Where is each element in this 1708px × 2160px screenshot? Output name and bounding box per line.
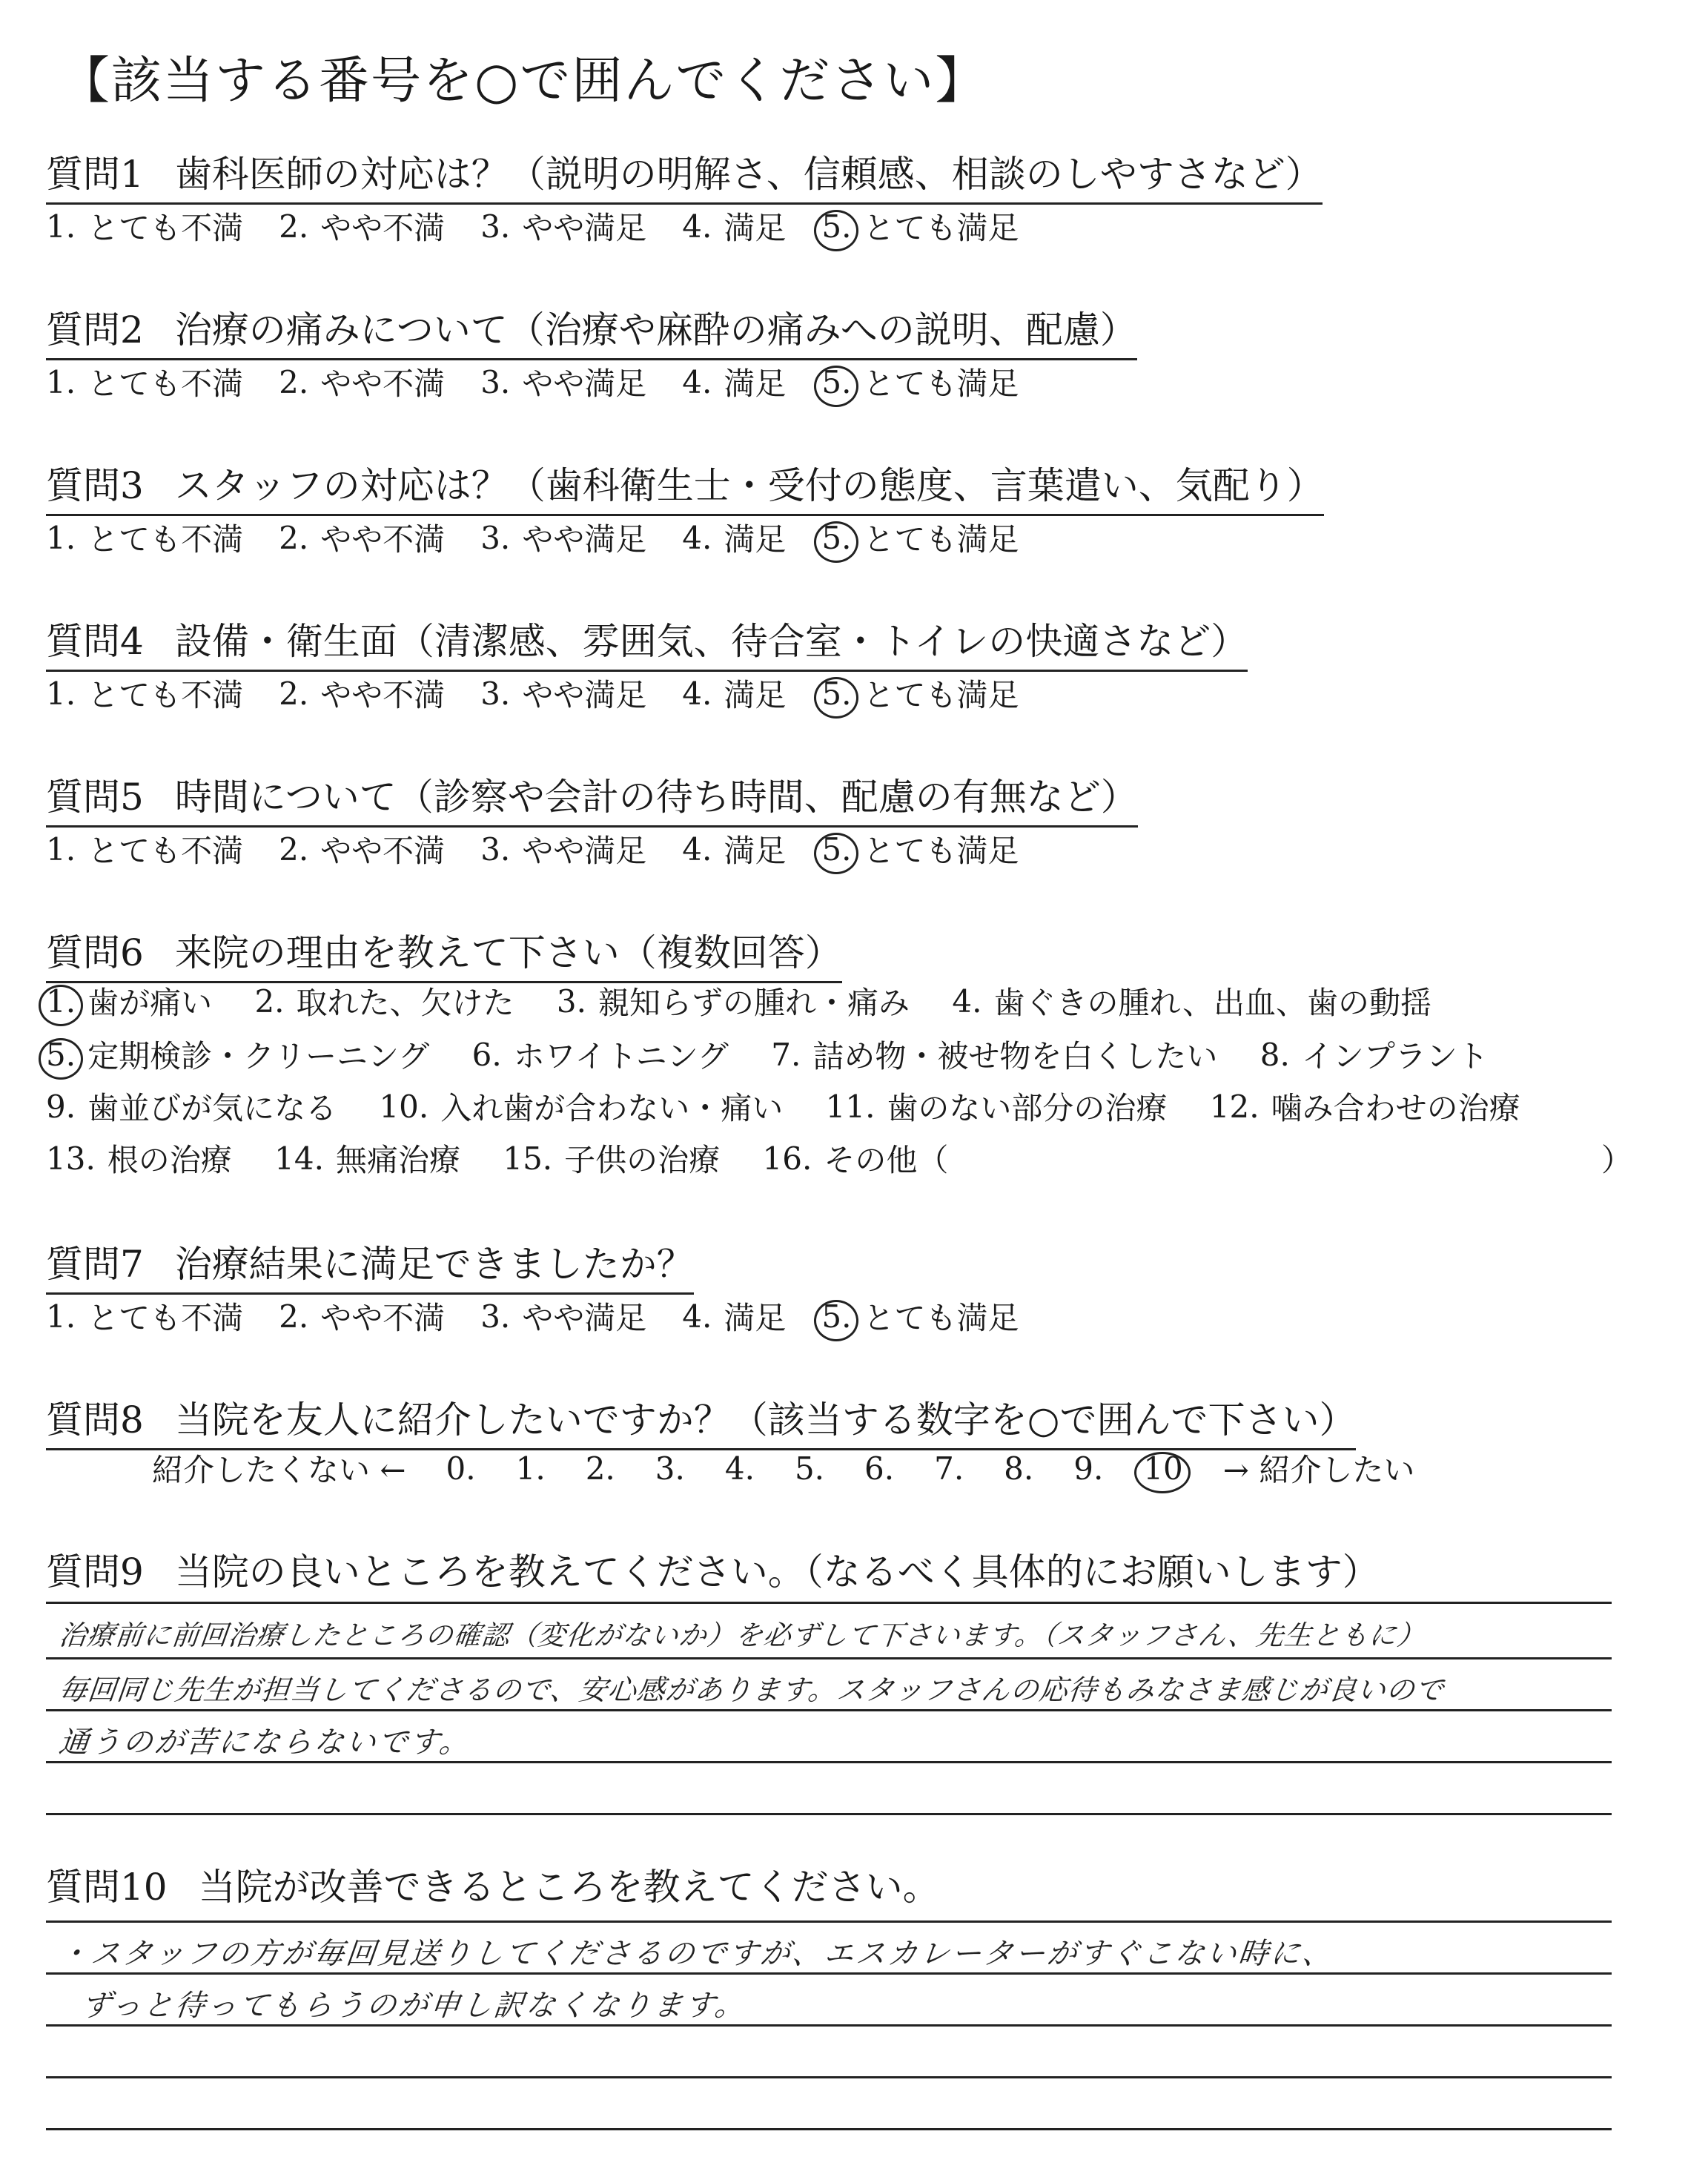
q8-left-label: 紹介したくない ← bbox=[152, 1452, 406, 1488]
question-2-title: 質問2 治療の痛みについて（治療や麻酔の痛みへの説明、配慮） bbox=[46, 300, 1137, 360]
question-4-title: 質問4 設備・衛生面（清潔感、雰囲気、待合室・トイレの快適さなど） bbox=[46, 612, 1248, 672]
question-6-row-3[interactable]: 9. 歯並びが気になる 10. 入れ歯が合わない・痛い 11. 歯のない部分の治療 12. 噛み合わせの治療 bbox=[46, 1088, 1520, 1126]
answer-line bbox=[46, 2076, 1612, 2078]
q9-answer-line-1: 治療前に前回治療したところの確認（変化がないか）を必ずして下さいます。（スタッフさん、先生ともに） bbox=[57, 1619, 1427, 1651]
selected-option: 1. 歯が痛い bbox=[46, 982, 213, 1021]
other-close-paren: ） bbox=[1601, 1142, 1633, 1178]
answer-line bbox=[46, 1813, 1612, 1815]
question-6-row-4[interactable]: 13. 根の治療 14. 無痛治療 15. 子供の治療 16. その他（ bbox=[46, 1140, 949, 1178]
selected-option: 10 bbox=[1143, 1450, 1183, 1487]
answer-line bbox=[46, 2128, 1612, 2130]
question-8-scale[interactable]: 紹介したくない ← 0. 1. 2. 3. 4. 5. 6. 7. 8. 9. 10 → 紹介したい bbox=[152, 1446, 1454, 1490]
selected-option: 5. とても満足 bbox=[821, 208, 1019, 246]
question-7-options[interactable]: 1. とても不満 2. やや不満 3. やや満足 4. 満足 5. とても満足 bbox=[46, 1294, 1054, 1338]
q9-answer-line-3: 通うのが苦にならないです。 bbox=[57, 1725, 473, 1760]
question-10-title: 質問10 当院が改善できるところを教えてください。 bbox=[46, 1866, 940, 1909]
q9-answer-line-2: 毎回同じ先生が担当してくださるので、安心感があります。スタッフさんの応待もみなさま感じが良いので bbox=[57, 1674, 1446, 1706]
answer-line bbox=[46, 1972, 1612, 1975]
question-1-title: 質問1 歯科医師の対応は？（説明の明解さ、信頼感、相談のしやすさなど） bbox=[46, 145, 1323, 205]
question-1-options[interactable]: 1. とても不満 2. やや不満 3. やや満足 4. 満足 5. とても満足 bbox=[46, 204, 1054, 248]
answer-line bbox=[46, 1761, 1612, 1763]
selected-option: 5. とても満足 bbox=[821, 830, 1019, 869]
question-3-options[interactable]: 1. とても不満 2. やや不満 3. やや満足 4. 満足 5. とても満足 bbox=[46, 515, 1054, 560]
question-6-row-1[interactable]: 1. 歯が痛い 2. 取れた、欠けた 3. 親知らずの腫れ・痛み 4. 歯ぐきの腫れ、出血、歯の動揺 bbox=[46, 979, 1464, 1023]
selected-option: 5. とても満足 bbox=[821, 519, 1019, 558]
question-8-title: 質問8 当院を友人に紹介したいですか？（該当する数字を○で囲んで下さい） bbox=[46, 1390, 1356, 1450]
answer-line bbox=[46, 1920, 1612, 1923]
selected-option: 5. とても満足 bbox=[821, 1298, 1019, 1336]
question-7-title: 質問7 治療結果に満足できましたか？ bbox=[46, 1235, 694, 1295]
answer-line bbox=[46, 1602, 1612, 1604]
q8-right-label: → 紹介したい bbox=[1222, 1452, 1415, 1488]
question-5-title: 質問5 時間について（診察や会計の待ち時間、配慮の有無など） bbox=[46, 767, 1138, 828]
selected-option: 5. とても満足 bbox=[821, 675, 1019, 713]
question-3-title: 質問3 スタッフの対応は？（歯科衛生士・受付の態度、言葉遣い、気配り） bbox=[46, 456, 1324, 516]
question-6-title: 質問6 来院の理由を教えて下さい（複数回答） bbox=[46, 923, 842, 983]
page-header: 【該当する番号を○で囲んでください】 bbox=[59, 52, 987, 110]
answer-line bbox=[46, 1709, 1612, 1711]
question-6-row-2[interactable]: 5. 定期検診・クリーニング 6. ホワイトニング 7. 詰め物・被せ物を白くしたい 8. インプラント bbox=[46, 1032, 1521, 1077]
selected-option: 5. 定期検診・クリーニング bbox=[46, 1036, 430, 1074]
q10-answer-line-1: ・スタッフの方が毎回見送りしてくださるのですが、エスカレーターがすぐこない時に、 bbox=[57, 1937, 1337, 1971]
q10-answer-line-2: ずっと待ってもらうのが申し訳なくなります。 bbox=[79, 1989, 749, 2023]
question-9-title: 質問9 当院の良いところを教えてください。（なるべく具体的にお願いします） bbox=[46, 1550, 1380, 1593]
selected-option: 5. とても満足 bbox=[821, 363, 1019, 402]
answer-line bbox=[46, 2024, 1612, 2027]
question-4-options[interactable]: 1. とても不満 2. やや不満 3. やや満足 4. 満足 5. とても満足 bbox=[46, 671, 1054, 716]
answer-line bbox=[46, 1657, 1612, 1659]
question-2-options[interactable]: 1. とても不満 2. やや不満 3. やや満足 4. 満足 5. とても満足 bbox=[46, 360, 1054, 404]
question-5-options[interactable]: 1. とても不満 2. やや不満 3. やや満足 4. 満足 5. とても満足 bbox=[46, 827, 1054, 871]
